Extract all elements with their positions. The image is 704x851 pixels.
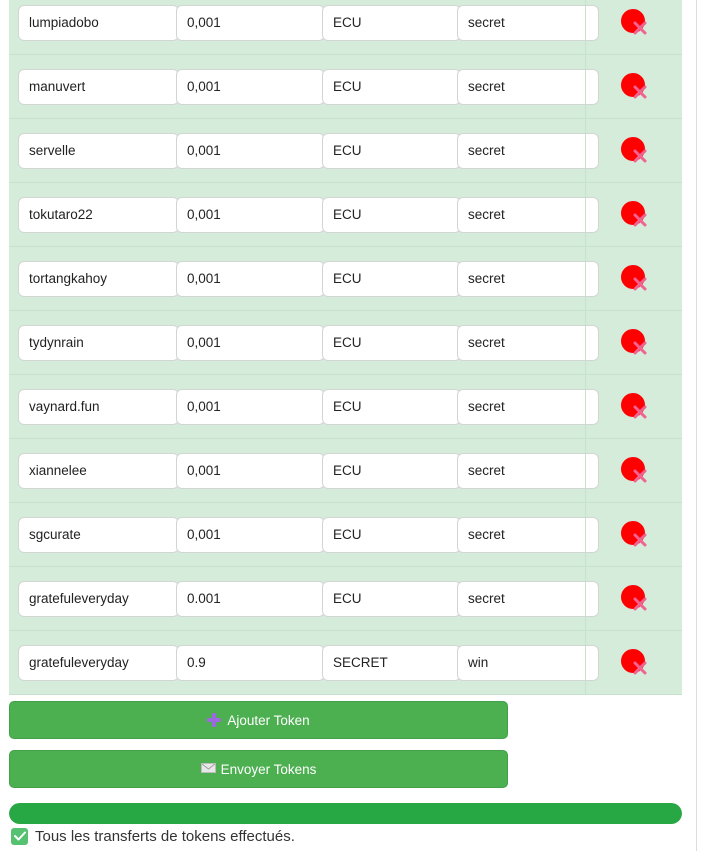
column-divider	[585, 375, 586, 438]
amount-field[interactable]: 0.001	[176, 581, 325, 617]
remove-row-button[interactable]	[619, 583, 651, 615]
status-text: Tous les transferts de tokens effectués.	[35, 827, 295, 845]
username-field[interactable]: sgcurate	[18, 517, 179, 553]
remove-x-icon	[619, 519, 651, 551]
status-message	[11, 825, 295, 847]
remove-row-button[interactable]	[619, 135, 651, 167]
token-row	[9, 439, 682, 503]
remove-x-icon	[619, 455, 651, 487]
send-tokens-button[interactable]	[9, 750, 508, 788]
remove-row-button[interactable]	[619, 71, 651, 103]
add-token-button[interactable]	[9, 701, 508, 739]
username-field[interactable]: tortangkahoy	[18, 261, 179, 297]
column-divider	[585, 247, 586, 310]
username-field[interactable]: tokutaro22	[18, 197, 179, 233]
memo-field[interactable]: secret	[457, 69, 599, 105]
envelope-icon	[201, 762, 215, 776]
username-field[interactable]: gratefuleveryday	[18, 581, 179, 617]
memo-field[interactable]: secret	[457, 197, 599, 233]
token-field[interactable]: ECU	[322, 453, 461, 489]
memo-field[interactable]: win	[457, 645, 599, 681]
column-divider	[585, 55, 586, 118]
remove-row-button[interactable]	[619, 327, 651, 359]
token-row	[9, 567, 682, 631]
remove-x-icon	[619, 327, 651, 359]
column-divider	[585, 631, 586, 694]
token-row	[9, 119, 682, 183]
username-field[interactable]: gratefuleveryday	[18, 645, 179, 681]
token-row	[9, 0, 682, 55]
token-row	[9, 311, 682, 375]
memo-field[interactable]: secret	[457, 261, 599, 297]
memo-field[interactable]: secret	[457, 581, 599, 617]
amount-field[interactable]: 0,001	[176, 69, 325, 105]
remove-row-button[interactable]	[619, 199, 651, 231]
token-row	[9, 55, 682, 119]
token-transfer-table	[9, 0, 682, 695]
token-field[interactable]: SECRET	[322, 645, 461, 681]
token-row	[9, 503, 682, 567]
amount-field[interactable]: 0,001	[176, 5, 325, 41]
remove-row-button[interactable]	[619, 647, 651, 679]
column-divider	[585, 0, 586, 54]
column-divider	[585, 503, 586, 566]
token-field[interactable]: ECU	[322, 261, 461, 297]
token-field[interactable]: ECU	[322, 581, 461, 617]
remove-x-icon	[619, 71, 651, 103]
amount-field[interactable]: 0,001	[176, 261, 325, 297]
remove-row-button[interactable]	[619, 519, 651, 551]
column-divider	[585, 119, 586, 182]
amount-field[interactable]: 0,001	[176, 389, 325, 425]
username-field[interactable]: xiannelee	[18, 453, 179, 489]
memo-field[interactable]: secret	[457, 389, 599, 425]
remove-x-icon	[619, 391, 651, 423]
column-divider	[585, 567, 586, 630]
remove-row-button[interactable]	[619, 7, 651, 39]
token-field[interactable]: ECU	[322, 133, 461, 169]
token-field[interactable]: ECU	[322, 5, 461, 41]
memo-field[interactable]: secret	[457, 453, 599, 489]
add-token-label: Ajouter Token	[227, 712, 310, 728]
username-field[interactable]: lumpiadobo	[18, 5, 179, 41]
token-row	[9, 631, 682, 695]
remove-x-icon	[619, 263, 651, 295]
amount-field[interactable]: 0,001	[176, 325, 325, 361]
token-field[interactable]: ECU	[322, 325, 461, 361]
remove-row-button[interactable]	[619, 263, 651, 295]
username-field[interactable]: vaynard.fun	[18, 389, 179, 425]
memo-field[interactable]: secret	[457, 5, 599, 41]
token-field[interactable]: ECU	[322, 197, 461, 233]
check-box-icon	[11, 828, 28, 845]
token-field[interactable]: ECU	[322, 517, 461, 553]
transfer-progress-bar	[9, 803, 682, 824]
amount-field[interactable]: 0,001	[176, 133, 325, 169]
remove-x-icon	[619, 199, 651, 231]
remove-x-icon	[619, 7, 651, 39]
memo-field[interactable]: secret	[457, 325, 599, 361]
send-tokens-label: Envoyer Tokens	[220, 761, 317, 777]
remove-row-button[interactable]	[619, 391, 651, 423]
amount-field[interactable]: 0,001	[176, 517, 325, 553]
amount-field[interactable]: 0,001	[176, 453, 325, 489]
column-divider	[585, 311, 586, 374]
username-field[interactable]: manuvert	[18, 69, 179, 105]
amount-field[interactable]: 0,001	[176, 197, 325, 233]
remove-x-icon	[619, 583, 651, 615]
remove-row-button[interactable]	[619, 455, 651, 487]
column-divider	[585, 439, 586, 502]
token-field[interactable]: ECU	[322, 69, 461, 105]
remove-x-icon	[619, 647, 651, 679]
username-field[interactable]: tydynrain	[18, 325, 179, 361]
column-divider	[585, 183, 586, 246]
token-row	[9, 375, 682, 439]
plus-icon	[207, 713, 221, 727]
memo-field[interactable]: secret	[457, 517, 599, 553]
amount-field[interactable]: 0.9	[176, 645, 325, 681]
token-row	[9, 247, 682, 311]
username-field[interactable]: servelle	[18, 133, 179, 169]
memo-field[interactable]: secret	[457, 133, 599, 169]
token-field[interactable]: ECU	[322, 389, 461, 425]
remove-x-icon	[619, 135, 651, 167]
token-row	[9, 183, 682, 247]
progress-fill	[9, 803, 682, 824]
